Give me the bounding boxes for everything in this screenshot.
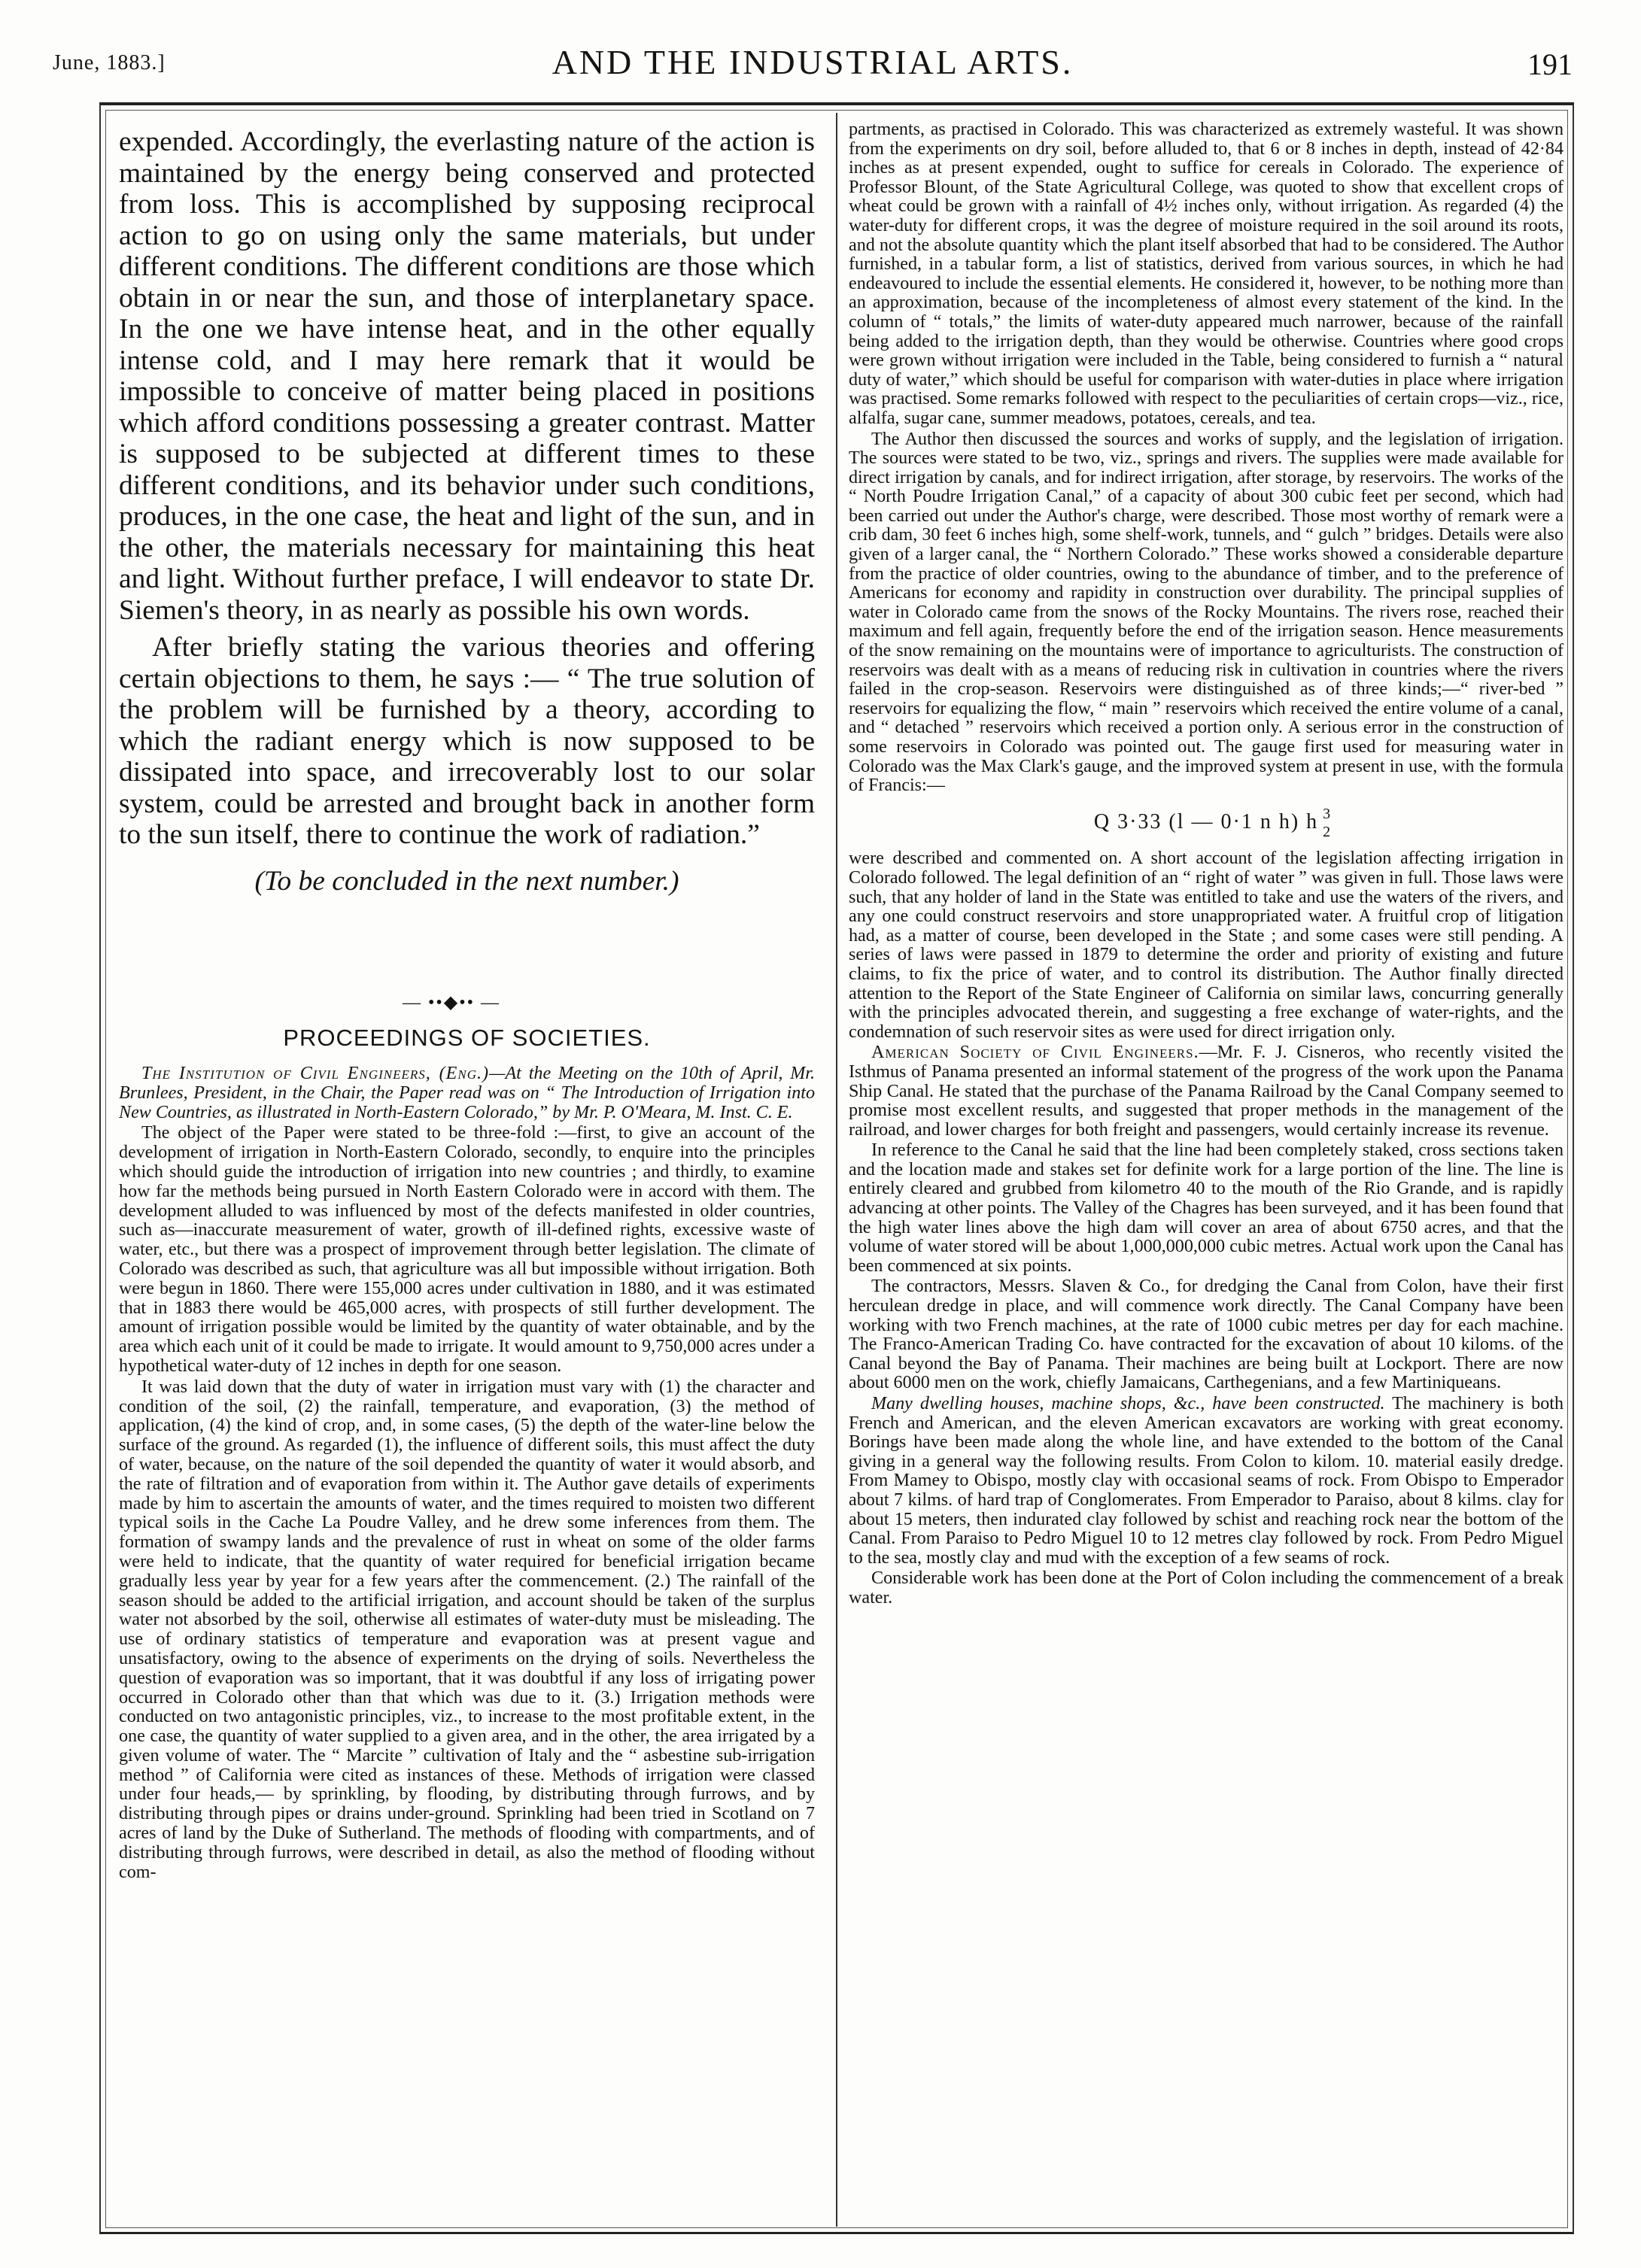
francis-formula: [849, 805, 1564, 840]
paragraph-text: The machinery is both French and American, and the eleven American excavators are working with great economy. Borings have been made along the whole line, and have extended to the bottom of the Canal giving in a general way the following results. From Colon to kilom. 10. material easily dredge. From Mamey to Obispo, mostly clay with occasional seams of rock. From Obispo to Emperador about 7 kilms. of hard trap of Conglomerates. From Emperador to Paraiso, about 8 kilms. clay for about 15 meters, then indurated clay followed by schist and reaching rock near the bottom of the Canal. From Paraiso to Pedro Miguel 10 to 12 metres clay followed by rock. From Pedro Miguel to the sea, mostly clay and mud with the exception of a few seams of rock.: [849, 1394, 1564, 1568]
page-header: [53, 36, 1573, 96]
continued-note: (To be concluded in the next number.): [254, 865, 679, 897]
meeting-intro: —At the Meeting on the 10th of April, Mr. Brunlees, President, in the Chair, the Paper read was on “ The Introduction of Irrigation into New Countries, as illustrated in North-Eastern Colorado,” by Mr. P. O'Meara, M. Inst. C. E.: [119, 1064, 815, 1122]
paragraph: [119, 1064, 815, 1122]
paragraph: were described and commented on. A short account of the legislation affecting irrigation in Colorado followed. The legal definition of an “ right of water ” was given in full. Those laws were such, that any holder of land in the State was entitled to take and use the waters of the rivers, and any one could construct reservoirs and store unappropriated water. A fruitful crop of litigation had, as a matter of course, been developed in the State ; and some cases were still pending. A series of laws were passed in 1879 to determine the order and priority of existing and future claims, to fix the price of water, and to control its distribution. The Author finally directed attention to the Report of the State Engineer of California on similar laws, concurring generally with the principles advocated therein, and suggesting a free exchange of water-rights, and the condemnation of such reservoir sites as were used for direct irrigation only.: [849, 849, 1564, 1042]
paragraph: The object of the Paper were stated to be three-fold :—first, to give an account of the development of irrigation in North-Eastern Colorado, secondly, to enquire into the principles which should guide the introduction of irrigation into new countries ; and thirdly, to examine how far the methods being pursued in North Eastern Colorado were in accord with them. The development alluded to was influenced by most of the defects manifested in older countries, such as—inaccurate measurement of water, growth of ill-defined rights, excessive waste of water, etc., but there was a prospect of improvement through better legislation. The climate of Colorado was described as such, that agriculture was all but impossible without irrigation. Both were begun in 1860. There were 155,000 acres under cultivation in 1880, and it was estimated that in 1883 there would be 465,000 acres, with prospects of still further development. The amount of irrigation possible would be limited by the quantity of water obtainable, and by the area which each unit of it could be made to irrigate. It would amount to 9,750,000 acres under a hypothetical water-duty of 12 inches in depth for one season.: [119, 1123, 815, 1376]
proceedings-right: [849, 120, 1564, 2227]
issue-date: June, 1883.]: [53, 51, 166, 74]
formula-exponent-denominator: 2: [1323, 823, 1333, 840]
report-intro: —Mr. F. J. Cisneros, who recently visited the Isthmus of Panama presented an informal statement of the progress of the work upon the Panama Ship Canal. He stated that the purchase of the Panama Railroad by the Canal Company seemed to promise most excellent results, and suggested that proper methods in the management of the railroad, and lower charges for both freight and passengers, would certainly increase its revenue.: [849, 1043, 1564, 1140]
paragraph: partments, as practised in Colorado. This was characterized as extremely wasteful. It was shown from the experiments on dry soil, before alluded to, that 6 or 8 inches in depth, instead of 42·84 inches as at present expended, ought to suffice for cereals in Colorado. The experience of Professor Blount, of the State Agricultural College, was quoted to show that excellent crops of wheat could be grown with a rainfall of 4½ inches only, without irrigation. As regarded (4) the water-duty for different crops, it was the degree of moisture required in the soil around its roots, and not the absolute quantity which the plant itself absorbed that had to be considered. The Author furnished, in a tabular form, a list of statistics, derived from various sources, in which he had endeavoured to include the essential elements. He considered it, however, to be nothing more than an approximation, because of the incompleteness of almost every statement of the kind. In the column of “ totals,” the limits of water-duty appeared much narrower, because of the rainfall being added to the irrigation depth, than they would be otherwise. Countries where good crops were grown without irrigation were included in the Table, being considered to furnish a “ natural duty of water,” which should be useful for comparison with water-duties in place where irrigation was practised. Some remarks followed with respect to the peculiarities of certain crops—viz., rice, alfalfa, sugar cane, summer meadows, potatoes, cereals, and tea.: [849, 120, 1564, 428]
paragraph: It was laid down that the duty of water in irrigation must vary with (1) the character and condition of the soil, (2) the rainfall, temperature, and evaporation, (3) the method of application, (4) the kind of crop, and, in some cases, (5) the depth of the water-line below the surface of the ground. As regarded (1), the influence of different soils, this must affect the duty of water, because, on the nature of the soil depended the quantity of water it would absorb, and the rate of filtration and of evaporation from within it. The Author gave details of experiments made by him to ascertain the amounts of water, and the times required to moisten two different typical soils in the Cache La Poudre Valley, and he drew some inferences from them. The formation of swampy lands and the prevalence of rust in wheat on some of the older farms were held to indicate, that the quantity of water required for beneficial irrigation became gradually less year by year for a few years after the commencement. (2.) The rainfall of the season should be added to the artificial irrigation, and account should be taken of the surplus water not absorbed by the soil, otherwise all estimates of water-duty must be misleading. The use of ordinary statistics of temperature and evaporation was at present vague and unsatisfactory, owing to the absence of experiments on the drying of soils. Nevertheless the question of evaporation was so important, that it was doubtful if any loss of irrigating power occurred in Colorado other than that which was due to it. (3.) Irrigation methods were conducted on two antagonistic principles, viz., to increase to the most profitable extent, in the one case, the quantity of water supplied to a given area, and in the other, the area irrigated by a given volume of water. The “ Marcite ” cultivation of Italy and the “ asbestine sub-irrigation method ” of California were cited as instances of these. Methods of irrigation were classed under four heads,— by sprinkling, by flooding, by distributing through furrows, and by distributing through pipes or drains under-ground. Sprinkling had been tried in Scotland on 7 acres of land by the Duke of Sutherland. The methods of flooding with compartments, and of distributing through furrows, were described in detail, as also the method of flooding without com-: [119, 1377, 815, 1882]
running-title: AND THE INDUSTRIAL ARTS.: [552, 43, 1074, 81]
paragraph: Considerable work has been done at the Port of Colon including the commencement of a break water.: [849, 1568, 1564, 1608]
paragraph: The Author then discussed the sources and works of supply, and the legislation of irrigation. The sources were stated to be two, viz., springs and rivers. The supplies were made available for direct irrigation by canals, and for indirect irrigation, after storage, by reservoirs. The works of the “ North Poudre Irrigation Canal,” of a capacity of about 300 cubic feet per second, which had been carried out under the Author's charge, were described. Those most worthy of remark were a crib dam, 30 feet 6 inches high, some shelf-work, tunnels, and “ gulch ” bridges. Details were also given of a larger canal, the “ Northern Colorado.” These works showed a considerable departure from the practice of older countries, owing to the abundance of timber, and to the preference of Americans for economy and rapidity in construction over durability. The principal supplies of water in Colorado came from the snows of the Rocky Mountains. The rivers rose, reached their maximum and fell again, frequently before the end of the irrigation season. Hence measurements of the snow remaining on the mountains were of importance to agriculturists. The construction of reservoirs was dealt with as a means of reducing risk in cultivation in countries where the rivers failed in the crop-season. Reservoirs were distinguished as of three kinds;—“ river-bed ” reservoirs for equalizing the flow, “ main ” reservoirs which received the entire volume of a canal, and “ detached ” reservoirs which received a portion only. A serious error in the construction of some reservoirs in Colorado was pointed out. The gauge first used for measuring water in Colorado was the Max Clark's gauge, and the improved system at present in use, with the formula of Francis:—: [849, 429, 1564, 796]
paragraph: [849, 1043, 1564, 1140]
column-rule: [836, 113, 837, 2227]
italic-lead: Many dwelling houses, machine shops, &c., have been constructed.: [871, 1394, 1385, 1413]
paragraph: In reference to the Canal he said that the line had been completely staked, cross sections taken and the location made and stakes set for definite work for a large portion of the line. The line is entirely cleared and grubbed from kilometro 40 to the mouth of the Rio Grande, and is rapidly advancing at other points. The Valley of the Chagres has been surveyed, and it has been found that the high water lines above the high dam will cover an area of about 6750 acres, and that the volume of water stored will be about 1,000,000,000 cubic metres. Actual work upon the Canal has been commenced at six points.: [849, 1140, 1564, 1276]
paragraph: expended. Accordingly, the everlasting nature of the action is maintained by the energy being conserved and protected from loss. This is accomplished by supposing reciprocal action to go on using only the same materials, but under different conditions. The different conditions are those which obtain in or near the sun, and those of interplanetary space. In the one we have intense heat, and in the other equally intense cold, and I may here remark that it would be impossible to conceive of matter being placed in positions which afford conditions possessing a greater contrast. Matter is supposed to be subjected at different times to these different conditions, and its behavior under such conditions, produces, in the one case, the heat and light of the sun, and in the other, the materials necessary for maintaining this heat and light. Without further preface, I will endeavor to state Dr. Siemen's theory, in as nearly as possible his own words.: [119, 126, 815, 626]
formula-exponent-numerator: 3: [1323, 805, 1333, 822]
paragraph: After briefly stating the various theories and offering certain objections to them, he says :— “ The true solution of the problem will be furnished by a theory, according to which the radiant energy which is now supposed to be dissipated into space, and irrecoverably lost to our solar system, could be arrested and brought back in another form to the sun itself, there to continue the work of radiation.”: [119, 632, 815, 850]
section-ornament: — ••◆•• —: [402, 993, 501, 1013]
society-name: The Institution of Civil Engineers, (Eng.): [141, 1064, 490, 1083]
page-number: 191: [1527, 47, 1573, 81]
paragraph: The contractors, Messrs. Slaven & Co., for dredging the Canal from Colon, have their first herculean dredge in place, and will commence work directly. The Canal Company have been working with two French machines, at the rate of 1000 cubic metres per day for each machine. The Franco-American Trading Co. have contracted for the excavation of about 10 kiloms. of the Canal beyond the Bay of Panama. Their machines are being built at Lockport. There are now about 6000 men on the work, chiefly Jamaicans, Carthegenians, and a few Martiniqueans.: [849, 1277, 1564, 1393]
section-heading: PROCEEDINGS OF SOCIETIES.: [283, 1025, 651, 1051]
proceedings-left: [119, 1064, 815, 2230]
paragraph: [849, 1395, 1564, 1568]
society-name: American Society of Civil Engineers.: [871, 1043, 1199, 1063]
article-continuation: [119, 126, 815, 1044]
formula-body: Q 3·33 (l — 0·1 n h) h: [1093, 809, 1319, 833]
